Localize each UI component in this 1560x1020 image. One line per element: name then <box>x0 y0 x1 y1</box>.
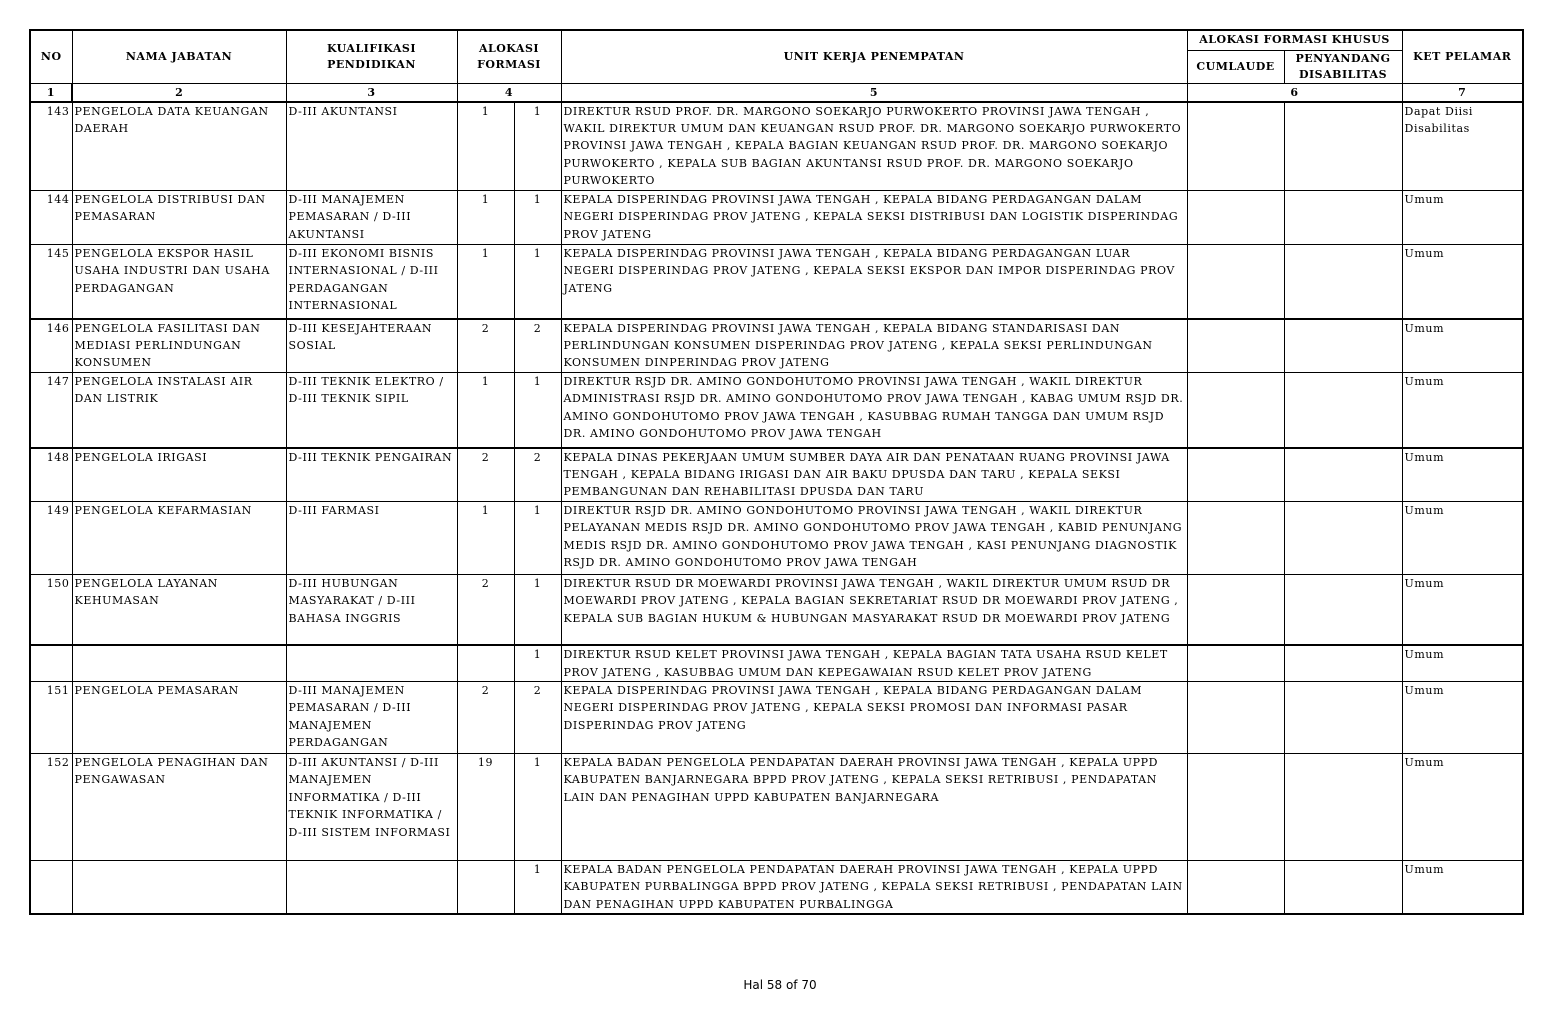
cell-unit-kerja: KEPALA DISPERINDAG PROVINSI JAWA TENGAH , KEPALA BIDANG PERDAGANGAN LUAR NEGERI DISPERINDAG PROV JATENG , KEPALA SEKSI EKSPOR DAN IMPOR DISPERINDAG PROV JATENG <box>561 245 1187 319</box>
cell-kualifikasi <box>286 861 457 915</box>
cell-disabilitas <box>1284 645 1402 681</box>
cell-disabilitas <box>1284 191 1402 245</box>
cell-disabilitas <box>1284 501 1402 574</box>
cell-unit-kerja: KEPALA DINAS PEKERJAAN UMUM SUMBER DAYA AIR DAN PENATAAN RUANG PROVINSI JAWA TENGAH , KEPALA BIDANG IRIGASI DAN AIR BAKU DPUSDA DAN TARU , KEPALA SEKSI PEMBANGUNAN DAN REHABILITASI DPUSDA DAN TARU <box>561 448 1187 502</box>
cell-nama-jabatan: PENGELOLA EKSPOR HASIL USAHA INDUSTRI DAN USAHA PERDAGANGAN <box>72 245 286 319</box>
cell-cumlaude <box>1187 102 1284 191</box>
cell-alokasi-unit: 1 <box>514 574 561 645</box>
cell-alokasi-total: 1 <box>457 501 514 574</box>
cell-no: 152 <box>30 754 72 861</box>
cell-alokasi-total: 2 <box>457 448 514 502</box>
cell-cumlaude <box>1187 245 1284 319</box>
cell-alokasi-unit: 2 <box>514 448 561 502</box>
colnum-4: 4 <box>457 83 561 102</box>
header-cumlaude: CUMLAUDE <box>1187 50 1284 83</box>
cell-nama-jabatan: PENGELOLA FASILITASI DAN MEDIASI PERLINDUNGAN KONSUMEN <box>72 319 286 373</box>
cell-cumlaude <box>1187 501 1284 574</box>
cell-nama-jabatan: PENGELOLA KEFARMASIAN <box>72 501 286 574</box>
cell-ket: Umum <box>1402 754 1523 861</box>
cell-kualifikasi: D-III KESEJAHTERAAN SOSIAL <box>286 319 457 373</box>
cell-unit-kerja: KEPALA DISPERINDAG PROVINSI JAWA TENGAH , KEPALA BIDANG PERDAGANGAN DALAM NEGERI DISPERINDAG PROV JATENG , KEPALA SEKSI PROMOSI DAN INFORMASI PASAR DISPERINDAG PROV JATENG <box>561 682 1187 754</box>
cell-kualifikasi: D-III TEKNIK ELEKTRO / D-III TEKNIK SIPIL <box>286 373 457 448</box>
header-alokasi-khusus: ALOKASI FORMASI KHUSUS <box>1187 30 1402 50</box>
cell-ket: Umum <box>1402 191 1523 245</box>
colnum-1: 1 <box>30 83 72 102</box>
cell-nama-jabatan: PENGELOLA INSTALASI AIR DAN LISTRIK <box>72 373 286 448</box>
header-ket: KET PELAMAR <box>1402 30 1523 83</box>
cell-unit-kerja: DIREKTUR RSUD PROF. DR. MARGONO SOEKARJO PURWOKERTO PROVINSI JAWA TENGAH , WAKIL DIREKTUR UMUM DAN KEUANGAN RSUD PROF. DR. MARGONO SOEKARJO PURWOKERTO PROVINSI JAWA TENGAH , KEPALA BAGIAN KEUANGAN RSUD PROF. DR. MARGONO SOEKARJO PURWOKERTO , KEPALA SUB BAGIAN AKUNTANSI RSUD PROF. DR. MARGONO SOEKARJO PURWOKERTO <box>561 102 1187 191</box>
header-kualifikasi: KUALIFIKASI PENDIDIKAN <box>286 30 457 83</box>
cell-no: 147 <box>30 373 72 448</box>
table-row <box>30 754 1523 861</box>
cell-alokasi-total <box>457 861 514 915</box>
cell-ket: Umum <box>1402 574 1523 645</box>
cell-cumlaude <box>1187 861 1284 915</box>
cell-kualifikasi: D-III MANAJEMEN PEMASARAN / D-III MANAJEMEN PERDAGANGAN <box>286 682 457 754</box>
cell-alokasi-total: 2 <box>457 319 514 373</box>
cell-ket: Umum <box>1402 682 1523 754</box>
cell-ket: Umum <box>1402 501 1523 574</box>
cell-nama-jabatan <box>72 645 286 681</box>
cell-cumlaude <box>1187 574 1284 645</box>
cell-ket: Umum <box>1402 448 1523 502</box>
cell-ket: Dapat Diisi Disabilitas <box>1402 102 1523 191</box>
table-row <box>30 319 1523 373</box>
cell-alokasi-unit: 1 <box>514 245 561 319</box>
cell-no <box>30 645 72 681</box>
table-row <box>30 501 1523 574</box>
cell-kualifikasi: D-III FARMASI <box>286 501 457 574</box>
formasi-table <box>29 29 1524 915</box>
header-nama-jabatan: NAMA JABATAN <box>72 30 286 83</box>
cell-no: 145 <box>30 245 72 319</box>
cell-disabilitas <box>1284 574 1402 645</box>
cell-no: 148 <box>30 448 72 502</box>
colnum-2: 2 <box>72 83 286 102</box>
cell-nama-jabatan: PENGELOLA PENAGIHAN DAN PENGAWASAN <box>72 754 286 861</box>
cell-alokasi-unit: 1 <box>514 102 561 191</box>
cell-alokasi-total: 2 <box>457 682 514 754</box>
cell-alokasi-total: 2 <box>457 574 514 645</box>
cell-no: 144 <box>30 191 72 245</box>
cell-unit-kerja: DIREKTUR RSUD KELET PROVINSI JAWA TENGAH , KEPALA BAGIAN TATA USAHA RSUD KELET PROV JATENG , KASUBBAG UMUM DAN KEPEGAWAIAN RSUD KELET PROV JATENG <box>561 645 1187 681</box>
cell-alokasi-unit: 1 <box>514 191 561 245</box>
colnum-5: 5 <box>561 83 1187 102</box>
cell-cumlaude <box>1187 682 1284 754</box>
cell-unit-kerja: DIREKTUR RSUD DR MOEWARDI PROVINSI JAWA TENGAH , WAKIL DIREKTUR UMUM RSUD DR MOEWARDI PROV JATENG , KEPALA BAGIAN SEKRETARIAT RSUD DR MOEWARDI PROV JATENG , KEPALA SUB BAGIAN HUKUM & HUBUNGAN MASYARAKAT RSUD DR MOEWARDI PROV JATENG <box>561 574 1187 645</box>
cell-kualifikasi: D-III EKONOMI BISNIS INTERNASIONAL / D-III PERDAGANGAN INTERNASIONAL <box>286 245 457 319</box>
cell-kualifikasi: D-III AKUNTANSI <box>286 102 457 191</box>
cell-alokasi-total: 1 <box>457 245 514 319</box>
cell-alokasi-total: 19 <box>457 754 514 861</box>
cell-unit-kerja: KEPALA DISPERINDAG PROVINSI JAWA TENGAH , KEPALA BIDANG PERDAGANGAN DALAM NEGERI DISPERINDAG PROV JATENG , KEPALA SEKSI DISTRIBUSI DAN LOGISTIK DISPERINDAG PROV JATENG <box>561 191 1187 245</box>
cell-cumlaude <box>1187 191 1284 245</box>
page-footer: Hal 58 of 70 <box>743 978 817 992</box>
table-row <box>30 191 1523 245</box>
header-no: NO <box>30 30 72 83</box>
cell-cumlaude <box>1187 448 1284 502</box>
colnum-6: 6 <box>1187 83 1402 102</box>
header-alokasi: ALOKASI FORMASI <box>457 30 561 83</box>
cell-alokasi-total <box>457 645 514 681</box>
cell-disabilitas <box>1284 682 1402 754</box>
cell-disabilitas <box>1284 448 1402 502</box>
cell-nama-jabatan: PENGELOLA LAYANAN KEHUMASAN <box>72 574 286 645</box>
cell-disabilitas <box>1284 754 1402 861</box>
cell-alokasi-total: 1 <box>457 191 514 245</box>
cell-nama-jabatan: PENGELOLA DATA KEUANGAN DAERAH <box>72 102 286 191</box>
cell-alokasi-unit: 1 <box>514 754 561 861</box>
cell-no: 143 <box>30 102 72 191</box>
cell-ket: Umum <box>1402 373 1523 448</box>
cell-no: 150 <box>30 574 72 645</box>
cell-alokasi-total: 1 <box>457 102 514 191</box>
cell-kualifikasi: D-III HUBUNGAN MASYARAKAT / D-III BAHASA INGGRIS <box>286 574 457 645</box>
cell-no: 146 <box>30 319 72 373</box>
table-row <box>30 574 1523 645</box>
colnum-3: 3 <box>286 83 457 102</box>
cell-unit-kerja: KEPALA BADAN PENGELOLA PENDAPATAN DAERAH PROVINSI JAWA TENGAH , KEPALA UPPD KABUPATEN BANJARNEGARA BPPD PROV JATENG , KEPALA SEKSI RETRIBUSI , PENDAPATAN LAIN DAN PENAGIHAN UPPD KABUPATEN BANJARNEGARA <box>561 754 1187 861</box>
table-row <box>30 245 1523 319</box>
table-row <box>30 373 1523 448</box>
header-unit-kerja: UNIT KERJA PENEMPATAN <box>561 30 1187 83</box>
table-row <box>30 861 1523 915</box>
cell-disabilitas <box>1284 319 1402 373</box>
cell-ket: Umum <box>1402 245 1523 319</box>
cell-no <box>30 861 72 915</box>
colnum-7: 7 <box>1402 83 1523 102</box>
cell-disabilitas <box>1284 373 1402 448</box>
cell-alokasi-unit: 1 <box>514 861 561 915</box>
cell-ket: Umum <box>1402 319 1523 373</box>
cell-ket: Umum <box>1402 861 1523 915</box>
cell-cumlaude <box>1187 373 1284 448</box>
cell-kualifikasi: D-III MANAJEMEN PEMASARAN / D-III AKUNTANSI <box>286 191 457 245</box>
cell-nama-jabatan: PENGELOLA IRIGASI <box>72 448 286 502</box>
cell-unit-kerja: DIREKTUR RSJD DR. AMINO GONDOHUTOMO PROVINSI JAWA TENGAH , WAKIL DIREKTUR ADMINISTRASI RSJD DR. AMINO GONDOHUTOMO PROV JAWA TENGAH , KABAG UMUM RSJD DR. AMINO GONDOHUTOMO PROV JAWA TENGAH , KASUBBAG RUMAH TANGGA DAN UMUM RSJD DR. AMINO GONDOHUTOMO PROV JAWA TENGAH <box>561 373 1187 448</box>
cell-kualifikasi: D-III AKUNTANSI / D-III MANAJEMEN INFORMATIKA / D-III TEKNIK INFORMATIKA / D-III SISTEM INFORMASI <box>286 754 457 861</box>
cell-alokasi-unit: 1 <box>514 645 561 681</box>
header-disabilitas: PENYANDANG DISABILITAS <box>1284 50 1402 83</box>
table-row <box>30 682 1523 754</box>
column-number-row <box>30 83 1523 102</box>
cell-unit-kerja: KEPALA BADAN PENGELOLA PENDAPATAN DAERAH PROVINSI JAWA TENGAH , KEPALA UPPD KABUPATEN PURBALINGGA BPPD PROV JATENG , KEPALA SEKSI RETRIBUSI , PENDAPATAN LAIN DAN PENAGIHAN UPPD KABUPATEN PURBALINGGA <box>561 861 1187 915</box>
cell-kualifikasi: D-III TEKNIK PENGAIRAN <box>286 448 457 502</box>
table-row <box>30 448 1523 502</box>
cell-kualifikasi <box>286 645 457 681</box>
cell-no: 149 <box>30 501 72 574</box>
cell-nama-jabatan: PENGELOLA PEMASARAN <box>72 682 286 754</box>
cell-nama-jabatan: PENGELOLA DISTRIBUSI DAN PEMASARAN <box>72 191 286 245</box>
cell-disabilitas <box>1284 245 1402 319</box>
cell-ket: Umum <box>1402 645 1523 681</box>
cell-disabilitas <box>1284 861 1402 915</box>
cell-cumlaude <box>1187 645 1284 681</box>
cell-disabilitas <box>1284 102 1402 191</box>
cell-no: 151 <box>30 682 72 754</box>
table-row <box>30 102 1523 191</box>
cell-alokasi-total: 1 <box>457 373 514 448</box>
cell-alokasi-unit: 2 <box>514 319 561 373</box>
cell-alokasi-unit: 1 <box>514 373 561 448</box>
cell-cumlaude <box>1187 754 1284 861</box>
cell-nama-jabatan <box>72 861 286 915</box>
cell-unit-kerja: DIREKTUR RSJD DR. AMINO GONDOHUTOMO PROVINSI JAWA TENGAH , WAKIL DIREKTUR PELAYANAN MEDIS RSJD DR. AMINO GONDOHUTOMO PROV JAWA TENGAH , KABID PENUNJANG MEDIS RSJD DR. AMINO GONDOHUTOMO PROV JAWA TENGAH , KASI PENUNJANG DIAGNOSTIK RSJD DR. AMINO GONDOHUTOMO PROV JAWA TENGAH <box>561 501 1187 574</box>
cell-alokasi-unit: 2 <box>514 682 561 754</box>
cell-alokasi-unit: 1 <box>514 501 561 574</box>
table-row <box>30 645 1523 681</box>
cell-cumlaude <box>1187 319 1284 373</box>
cell-unit-kerja: KEPALA DISPERINDAG PROVINSI JAWA TENGAH , KEPALA BIDANG STANDARISASI DAN PERLINDUNGAN KONSUMEN DISPERINDAG PROV JATENG , KEPALA SEKSI PERLINDUNGAN KONSUMEN DINPERINDAG PROV JATENG <box>561 319 1187 373</box>
